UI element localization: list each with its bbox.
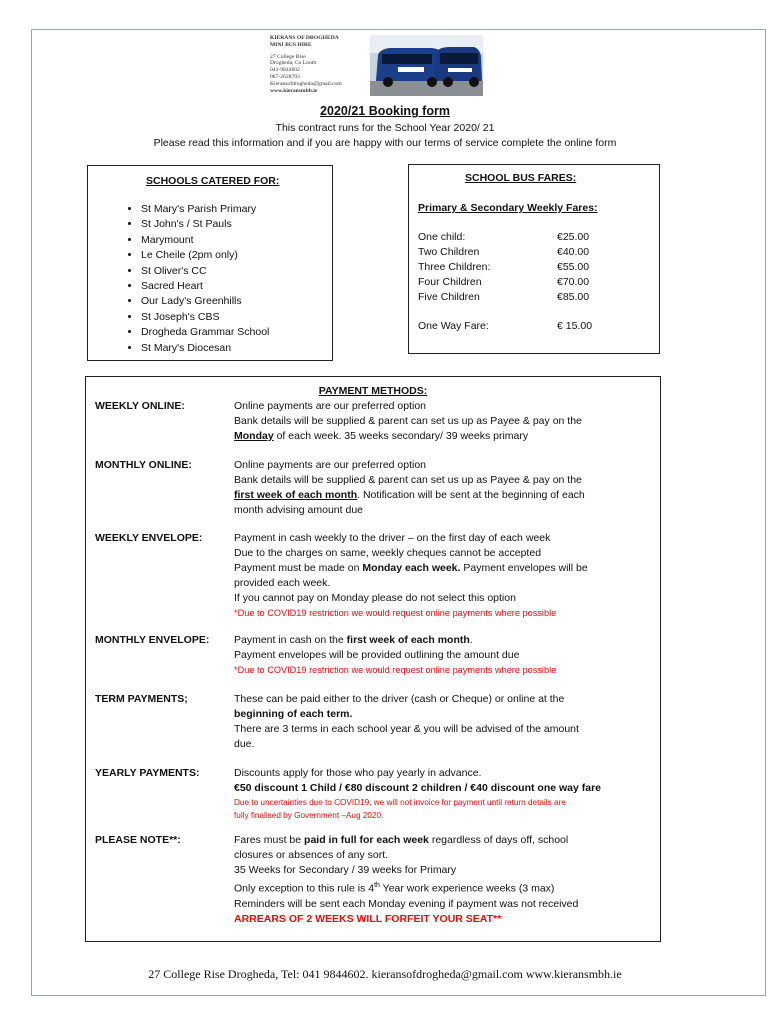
text-line bbox=[234, 488, 644, 503]
logo-text bbox=[270, 35, 370, 96]
list-item: • St Oliver's CC bbox=[141, 264, 269, 279]
text: regardless of days off, school bbox=[428, 834, 569, 846]
list-item: • Drogheda Grammar School bbox=[141, 325, 269, 340]
list-item: • St Mary's Parish Primary bbox=[141, 202, 269, 217]
text-line: These can be paid either to the driver (cash or Cheque) or online at the bbox=[234, 693, 565, 705]
text: . Notification will be sent at the beginning of each bbox=[357, 489, 585, 501]
fare-label: Three Children: bbox=[418, 261, 491, 273]
covid-invoice-note: Due to uncertainties due to COVID19, we will not invoice for payment until return details are bbox=[234, 798, 566, 807]
monthly-online-label: MONTHLY ONLINE: bbox=[95, 459, 192, 471]
emphasis: first week of each month bbox=[346, 634, 470, 646]
list-item: • Marymount bbox=[141, 233, 269, 248]
instructions-subtitle: Please read this information and if you are happy with our terms of service complete the online form bbox=[153, 137, 617, 149]
monthly-envelope-text bbox=[234, 633, 644, 677]
fare-label: Five Children bbox=[418, 291, 480, 303]
footer-contact: 27 College Rise Drogheda, Tel: 041 9844602. kieransofdrogheda@gmail.com www.kieransmbh.ie bbox=[148, 967, 622, 981]
monthly-online-text bbox=[234, 458, 644, 518]
text-line: Bank details will be supplied & parent can set us up as Payee & pay on the bbox=[234, 415, 582, 427]
text-line: 35 Weeks for Secondary / 39 weeks for Primary bbox=[234, 864, 457, 876]
emphasis: Monday each week. bbox=[362, 562, 461, 574]
list-item: • Sacred Heart bbox=[141, 279, 269, 294]
fares-heading: SCHOOL BUS FARES: bbox=[465, 172, 577, 184]
logo-subtitle: MINI BUS HIRE bbox=[270, 41, 312, 48]
text-line: provided each week. bbox=[234, 577, 331, 589]
discount-line: €50 discount 1 Child / €80 discount 2 children / €40 discount one way fare bbox=[234, 782, 602, 794]
term-payments-text bbox=[234, 692, 644, 752]
list-item: • St Joseph's CBS bbox=[141, 310, 269, 325]
text-line bbox=[234, 833, 644, 848]
fare-label: Two Children bbox=[418, 246, 480, 258]
fares-box bbox=[408, 164, 660, 354]
weekly-online-label: WEEKLY ONLINE: bbox=[95, 400, 185, 412]
covid-note: *Due to COVID19 restriction we would request online payments where possible bbox=[234, 608, 557, 618]
logo-web: www.kieransmbh.ie bbox=[270, 87, 318, 94]
text: Only exception to this rule is 4 bbox=[234, 882, 375, 895]
text-line bbox=[234, 429, 644, 444]
weekly-envelope-label: WEEKLY ENVELOPE: bbox=[95, 532, 203, 544]
minibus-photo bbox=[370, 35, 483, 96]
weekly-online-text bbox=[234, 399, 644, 444]
text: Payment envelopes will be bbox=[460, 562, 588, 574]
emphasis: Monday bbox=[234, 430, 274, 442]
text: Fares must be bbox=[234, 834, 305, 846]
term-payments-label: TERM PAYMENTS; bbox=[95, 693, 188, 705]
logo-phone-2: 087-2628793 bbox=[270, 73, 300, 80]
list-item: • St Mary's Diocesan bbox=[141, 341, 269, 356]
text-line: Bank details will be supplied & parent can set us up as Payee & pay on the bbox=[234, 474, 582, 486]
text-line: Reminders will be sent each Monday evening if payment was not received bbox=[234, 897, 579, 910]
logo-phone-1: 041-9844602 bbox=[270, 67, 300, 74]
contract-subtitle: This contract runs for the School Year 2020/ 21 bbox=[275, 122, 495, 134]
schools-list bbox=[88, 202, 269, 356]
text-line: Discounts apply for those who pay yearly in advance. bbox=[234, 767, 482, 779]
text-line: Online payments are our preferred option bbox=[234, 400, 427, 412]
oneway-fare-label: One Way Fare: bbox=[418, 320, 489, 332]
emphasis: paid in full for each week bbox=[304, 834, 429, 846]
text: Payment in cash on the bbox=[234, 634, 347, 646]
logo-address-2: Drogheda, Co Louth bbox=[270, 60, 317, 67]
fare-value: €55.00 bbox=[557, 261, 590, 273]
text: of each week. 35 weeks secondary/ 39 weeks primary bbox=[273, 430, 529, 442]
form-title: 2020/21 Booking form bbox=[320, 104, 450, 118]
list-item: • Le Cheile (2pm only) bbox=[141, 248, 269, 263]
weekly-envelope-text bbox=[234, 531, 644, 620]
text-line: Online payments are our preferred option bbox=[234, 459, 427, 471]
text-line: beginning of each term. bbox=[234, 708, 353, 720]
text-line: closures or absences of any sort. bbox=[234, 849, 389, 861]
please-note-label: PLEASE NOTE**: bbox=[95, 834, 181, 846]
ordinal-suffix: th bbox=[374, 882, 380, 889]
text-line: Payment in cash weekly to the driver – on the first day of each week bbox=[234, 532, 551, 544]
emphasis: first week of each month bbox=[234, 489, 358, 501]
text-line: month advising amount due bbox=[234, 504, 363, 516]
covid-note: *Due to COVID19 restriction we would request online payments where possible bbox=[234, 665, 557, 675]
logo-company-name: KIERANS OF DROGHEDA bbox=[270, 35, 339, 41]
text-line: Payment envelopes will be provided outlining the amount due bbox=[234, 649, 520, 661]
text-line bbox=[234, 633, 644, 648]
fare-value: €70.00 bbox=[557, 276, 590, 288]
monthly-envelope-label: MONTHLY ENVELOPE: bbox=[95, 634, 210, 646]
yearly-payments-label: YEARLY PAYMENTS: bbox=[95, 767, 200, 779]
arrears-warning: ARREARS OF 2 WEEKS WILL FORFEIT YOUR SEAT** bbox=[234, 912, 502, 925]
text-line: Due to the charges on same, weekly cheques cannot be accepted bbox=[234, 547, 542, 559]
payment-heading: PAYMENT METHODS: bbox=[318, 385, 428, 397]
schools-heading: SCHOOLS CATERED FOR: bbox=[146, 175, 280, 187]
list-item: • St John's / St Pauls bbox=[141, 217, 269, 232]
text: Year work experience weeks (3 max) bbox=[379, 882, 555, 895]
text: Payment must be made on bbox=[234, 562, 363, 574]
yearly-payments-text bbox=[234, 766, 644, 822]
logo-address-1: 27 College Rise bbox=[270, 53, 306, 60]
text-line bbox=[234, 878, 644, 897]
fare-value: €25.00 bbox=[557, 231, 590, 243]
logo-email: Kieransofdrogheda@gmail.com bbox=[270, 80, 342, 87]
list-item: • Our Lady's Greenhills bbox=[141, 294, 269, 309]
payment-methods-box bbox=[85, 376, 661, 942]
oneway-fare-value: € 15.00 bbox=[557, 320, 593, 332]
fares-subheading: Primary & Secondary Weekly Fares: bbox=[418, 202, 598, 214]
schools-box bbox=[87, 165, 333, 361]
please-note-text bbox=[234, 833, 644, 927]
text-line: If you cannot pay on Monday please do not select this option bbox=[234, 592, 516, 604]
fare-label: One child: bbox=[418, 231, 466, 243]
fare-label: Four Children bbox=[418, 276, 482, 288]
text-line: There are 3 terms in each school year & you will be advised of the amount bbox=[234, 723, 579, 735]
text-line bbox=[234, 561, 644, 576]
covid-invoice-note: fully finalised by Government –Aug 2020. bbox=[234, 811, 384, 820]
logo bbox=[270, 35, 483, 96]
text-line: due. bbox=[234, 738, 255, 750]
fare-value: €40.00 bbox=[557, 246, 590, 258]
text: . bbox=[469, 634, 473, 646]
fare-value: €85.00 bbox=[557, 291, 590, 303]
